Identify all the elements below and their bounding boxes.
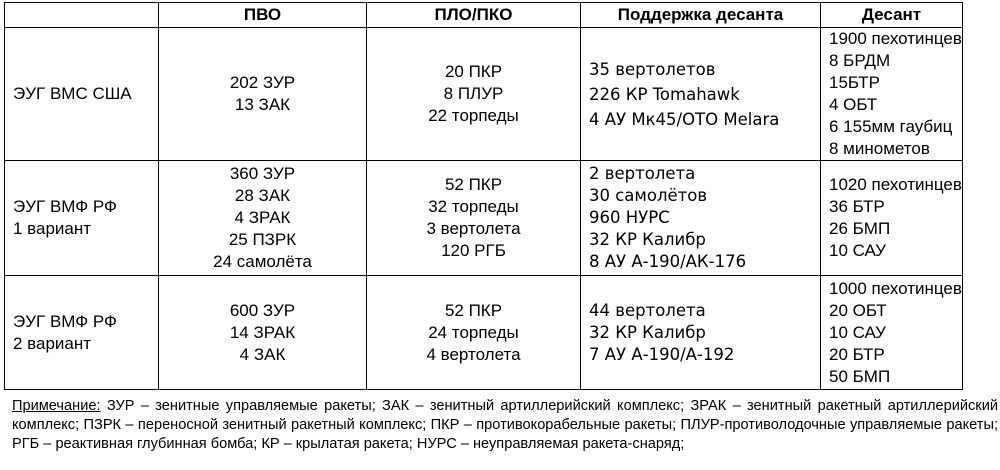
cell-line: 32 торпеды [428, 197, 519, 216]
cell-line: 13 ЗАК [234, 95, 291, 114]
header-landing-support: Поддержка десанта [581, 3, 821, 28]
cell-line: 24 торпеды [428, 322, 519, 342]
table-row [5, 161, 963, 276]
row-name-cell [5, 161, 159, 276]
cell-line: 8 БРДМ [829, 51, 891, 70]
cell-line: 32 КР Калибр [589, 230, 706, 249]
table-row [5, 276, 963, 390]
cell-line: 4 ОБТ [829, 95, 878, 114]
cell-line: 36 БТР [829, 197, 885, 216]
cell-line: 44 вертолета [589, 300, 706, 320]
table-row [5, 28, 963, 161]
cell-line: 3 вертолета [426, 219, 521, 238]
cell-line: 25 ПЗРК [228, 230, 297, 249]
support-cell [581, 161, 821, 276]
support-cell [581, 276, 821, 390]
cell-line: 1020 пехотинцев [829, 175, 962, 194]
header-row [5, 3, 963, 28]
header-corner [5, 3, 159, 28]
plo-cell [367, 28, 581, 161]
footnote-text: ЗУР – зенитные управляемые ракеты; ЗАК – зенитный артиллерийский комплекс; ЗРАК – зенитный ракетный артиллерийский комплекс; ПЗРК – переносной зенитный ракетный комплекс; ПКР – противокорабельные ракеты; ПЛУР-противолодочные управляемые ракеты; РГБ – реактивная глубинная бомба; КР – крылатая ракета; НУРС – неуправляемая ракета-снаряд; [12, 398, 998, 452]
cell-line: 52 ПКР [444, 175, 503, 194]
comparison-table [4, 2, 963, 390]
cell-line: 4 ЗАК [239, 344, 286, 364]
cell-line: 4 АУ Мк45/OTO Melara [589, 109, 780, 129]
pvo-cell [159, 161, 367, 276]
row-name: ЭУГ ВМС США [13, 84, 132, 103]
row-name-cell [5, 28, 159, 161]
header-landing: Десант [821, 3, 963, 28]
cell-line: 4 вертолета [426, 344, 521, 364]
cell-line: 52 ПКР [444, 300, 503, 320]
cell-line: 960 НУРС [589, 208, 670, 227]
cell-line: 10 САУ [829, 322, 886, 342]
cell-line: 7 АУ А-190/А-192 [589, 344, 735, 364]
cell-line: 35 вертолетов [589, 59, 716, 79]
cell-line: 22 торпеды [428, 106, 519, 125]
cell-line: 202 ЗУР [229, 73, 296, 92]
cell-line: 28 ЗАК [234, 186, 291, 205]
cell-line: 1900 пехотинцев [829, 29, 962, 48]
plo-cell [367, 276, 581, 390]
cell-line: 8 минометов [829, 139, 930, 158]
header-pvo: ПВО [159, 3, 367, 28]
cell-line: 14 ЗРАК [229, 322, 296, 342]
header-plo-pko: ПЛО/ПКО [367, 3, 581, 28]
landing-cell [821, 276, 963, 390]
cell-line: 600 ЗУР [229, 300, 296, 320]
row-variant: 2 вариант [13, 333, 92, 353]
cell-line: 120 РГБ [441, 241, 506, 260]
cell-line: 8 АУ А-190/АК-176 [589, 252, 747, 271]
row-name: ЭУГ ВМФ РФ [13, 311, 117, 331]
cell-line: 6 155мм гаубиц [829, 117, 953, 136]
pvo-cell [159, 28, 367, 161]
cell-line: 50 БМП [829, 366, 891, 386]
footnote-label: Примечание: [12, 398, 101, 414]
cell-line: 10 САУ [829, 241, 886, 260]
row-variant: 1 вариант [13, 219, 92, 238]
cell-line: 26 БМП [829, 219, 891, 238]
cell-line: 2 вертолета [589, 164, 696, 183]
cell-line: 24 самолёта [213, 252, 312, 271]
cell-line: 8 ПЛУР [443, 84, 504, 103]
support-cell [581, 28, 821, 161]
cell-line: 360 ЗУР [229, 164, 296, 183]
row-name-cell [5, 276, 159, 390]
cell-line: 4 ЗРАК [234, 208, 291, 227]
footnote [12, 397, 998, 454]
cell-line: 20 БТР [829, 344, 885, 364]
cell-line: 20 ПКР [444, 62, 503, 81]
cell-line: 1000 пехотинцев [829, 278, 962, 298]
cell-line: 20 ОБТ [829, 300, 887, 320]
cell-line: 15БТР [829, 73, 881, 92]
cell-line: 226 КР Tomahawk [589, 84, 740, 104]
cell-line: 32 КР Калибр [589, 322, 706, 342]
landing-cell [821, 28, 963, 161]
cell-line: 30 самолётов [589, 186, 708, 205]
landing-cell [821, 161, 963, 276]
plo-cell [367, 161, 581, 276]
row-name: ЭУГ ВМФ РФ [13, 197, 117, 216]
pvo-cell [159, 276, 367, 390]
